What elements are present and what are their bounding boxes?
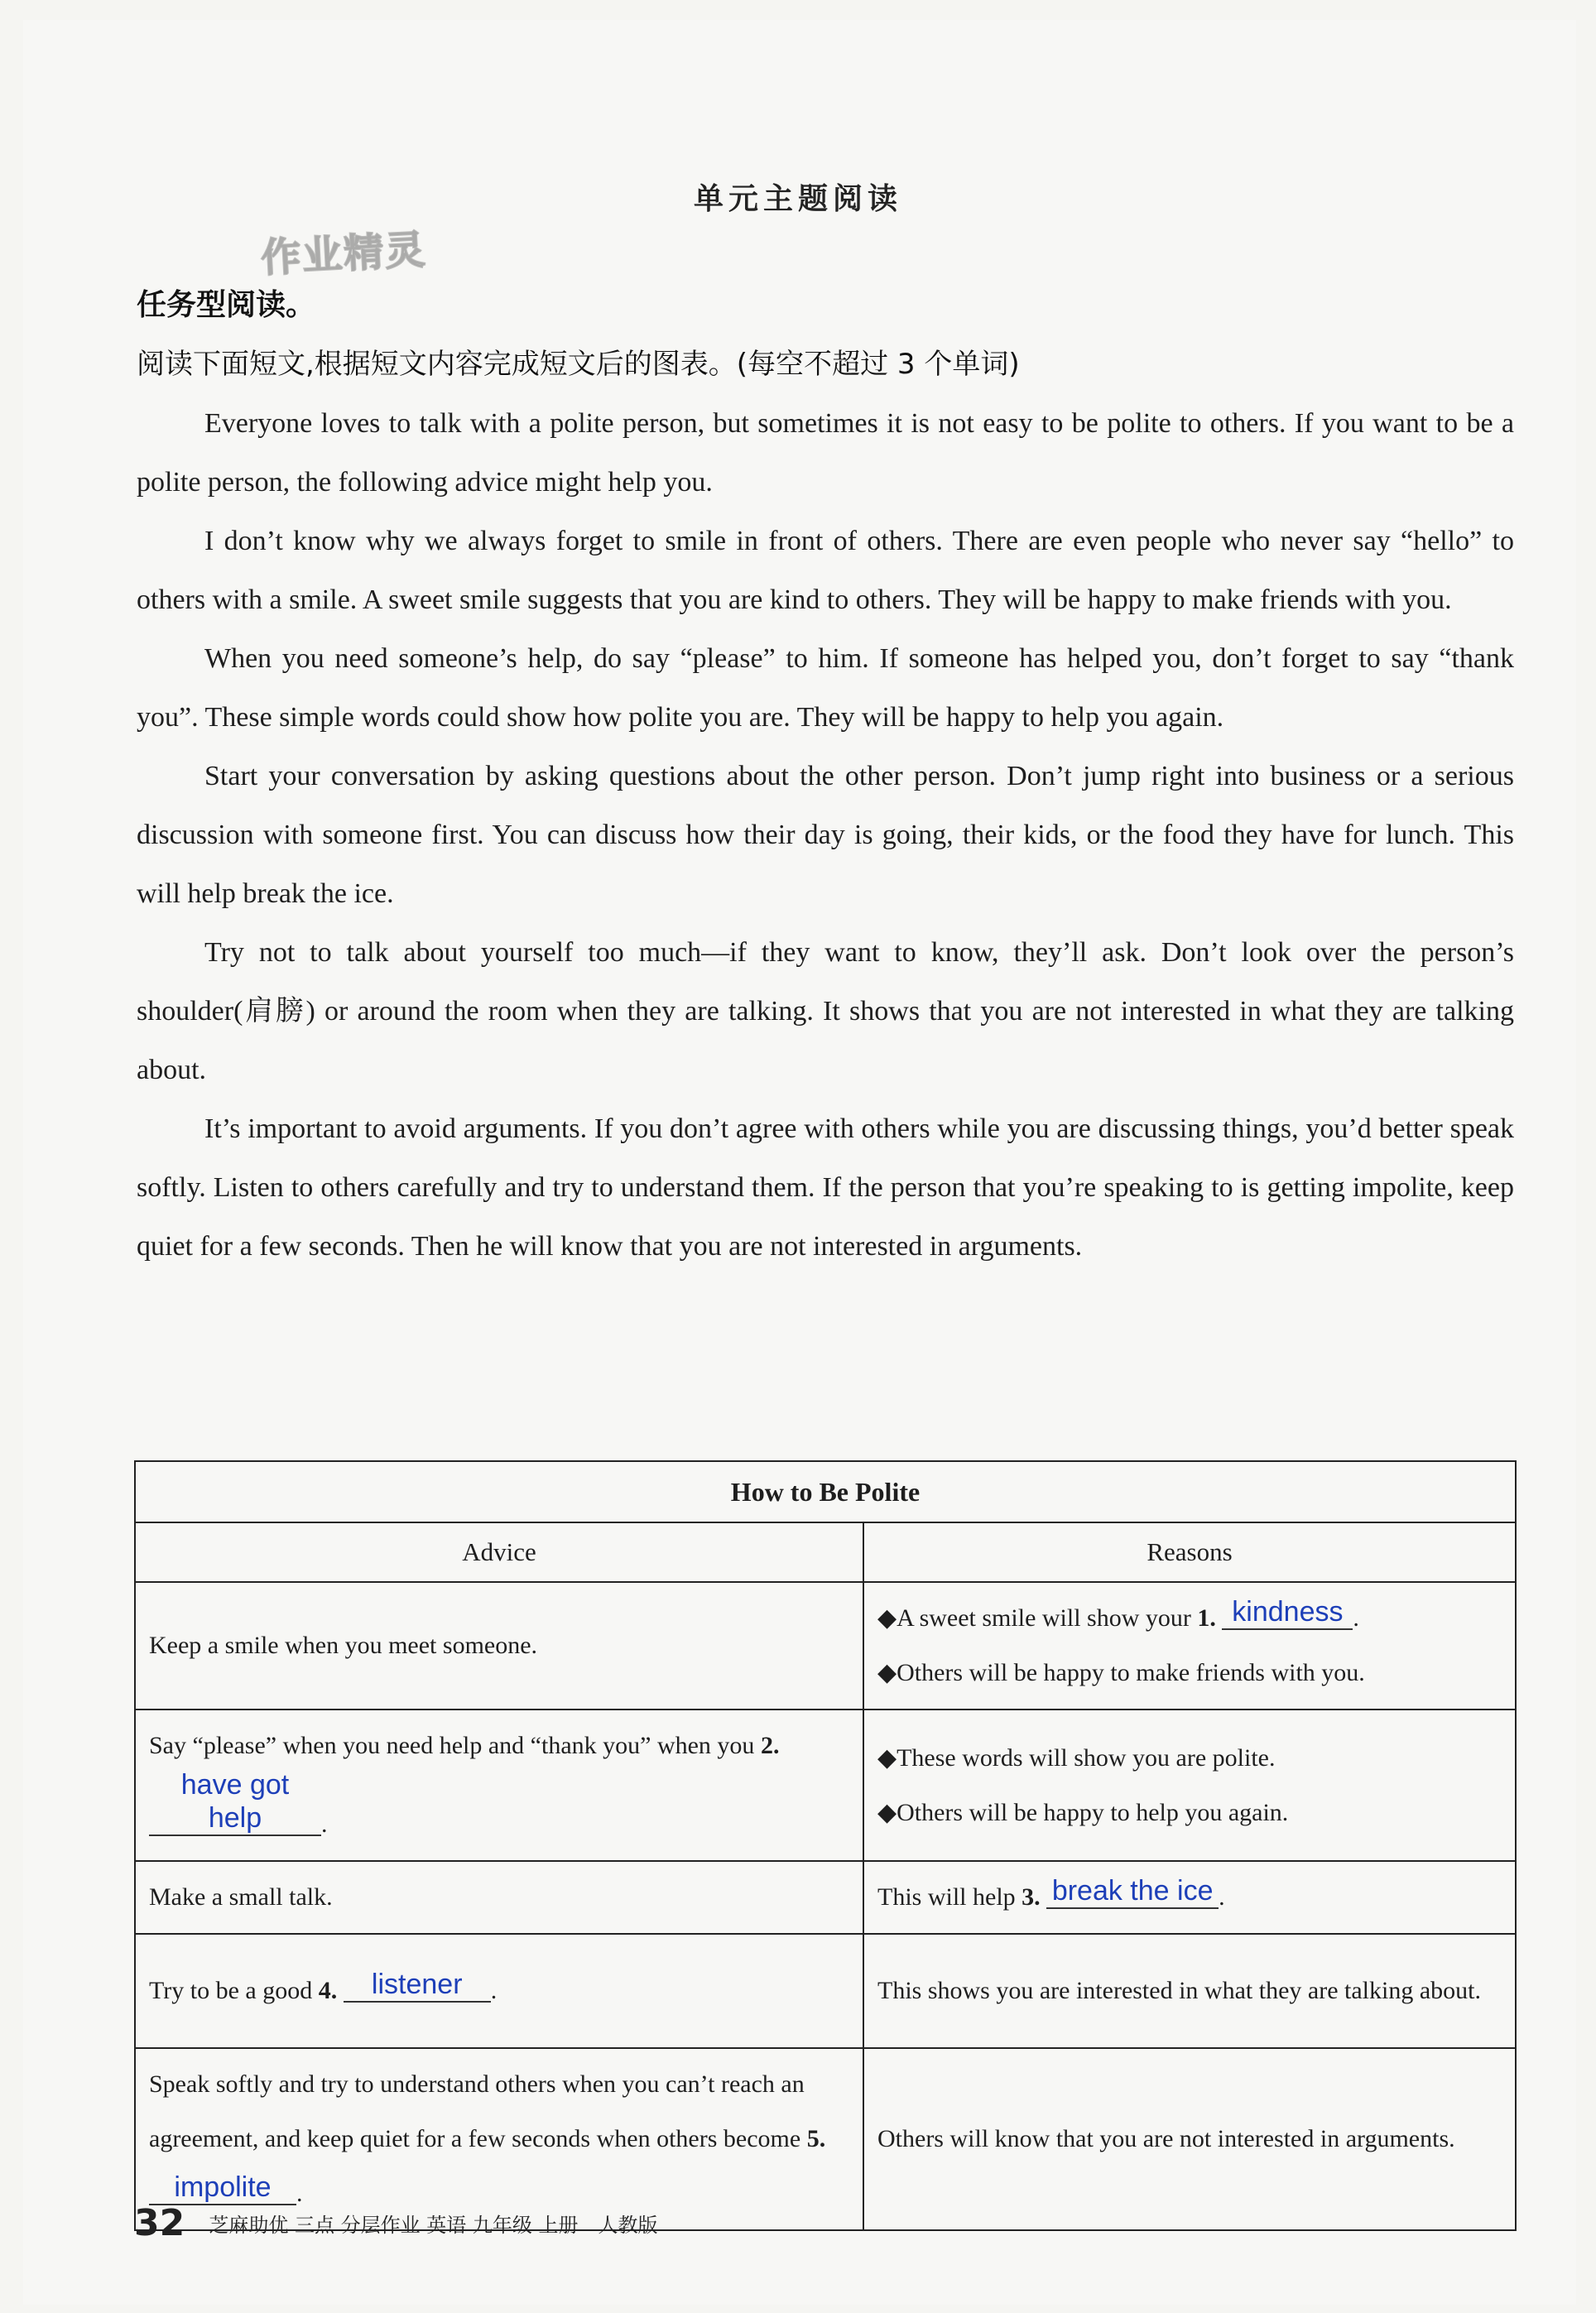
- paragraph-5: Try not to talk about yourself too much—if they want to know, they’ll ask. Don’t look over the person’s shoulder(肩膀) or around the room when they are talking. It shows that you are not interested in what they are talking about.: [137, 937, 1514, 1085]
- reason-cell-1: [863, 1582, 1516, 1710]
- answer-blank-2[interactable]: have got help: [149, 1768, 321, 1836]
- blank-number: 5.: [806, 2125, 826, 2152]
- page-number: 32: [134, 2202, 185, 2244]
- blank-number: 1.: [1197, 1604, 1216, 1632]
- answer-blank-4[interactable]: listener: [344, 1968, 491, 2003]
- reason-line: ◆A sweet smile will show your 1. kindness .: [877, 1596, 1359, 1632]
- book-title: 芝麻助优 三点 分层作业 英语 九年级 上册 人教版: [209, 2214, 658, 2237]
- page-title: 单元主题阅读: [693, 182, 902, 216]
- table-row: [135, 1710, 1516, 1861]
- reading-passage: [137, 394, 1514, 1276]
- table-caption: How to Be Polite: [135, 1461, 1516, 1522]
- column-header-reasons: Reasons: [863, 1522, 1516, 1582]
- blank-number: 4.: [318, 1977, 338, 2004]
- reason-cell-2: [863, 1710, 1516, 1861]
- reason-cell-4: This shows you are interested in what they are talking about.: [863, 1934, 1516, 2048]
- reason-cell-5: Others will know that you are not interested in arguments.: [863, 2048, 1516, 2230]
- advice-cell-4: Try to be a good 4. listener .: [135, 1934, 863, 2048]
- answer-blank-3[interactable]: break the ice: [1046, 1874, 1219, 1909]
- paragraph-1: Everyone loves to talk with a polite person, but sometimes it is not easy to be polite to others. If you want to be a polite person, the following advice might help you.: [137, 408, 1514, 498]
- advice-cell-1: Keep a smile when you meet someone.: [135, 1582, 863, 1710]
- blank-number: 3.: [1022, 1883, 1041, 1911]
- reason-line: ◆These words will show you are polite.: [877, 1743, 1276, 1772]
- answer-blank-1[interactable]: kindness: [1222, 1595, 1353, 1630]
- paragraph-6: It’s important to avoid arguments. If you don’t agree with others while you are discussing things, you’d better speak softly. Listen to others carefully and try to understand them. If the person that you’re speaking to is getting impolite, keep quiet for a few seconds. Then he will know that you are not interested in arguments.: [137, 1113, 1514, 1262]
- watermark-logo: 作业精灵: [259, 226, 428, 282]
- reason-line: ◆Others will be happy to make friends with you.: [877, 1659, 1365, 1686]
- paragraph-3: When you need someone’s help, do say “please” to him. If someone has helped you, don’t forget to say “thank you”. These simple words could show how polite you are. They will be happy to help you again.: [137, 643, 1514, 733]
- table-row: [135, 1861, 1516, 1934]
- polite-table: [134, 1460, 1517, 2231]
- reason-line: ◆Others will be happy to help you again.: [877, 1798, 1289, 1826]
- page-footer: [134, 2202, 657, 2244]
- instructions: 阅读下面短文,根据短文内容完成短文后的图表。(每空不超过 3 个单词): [137, 348, 1020, 381]
- advice-cell-3: Make a small talk.: [135, 1861, 863, 1934]
- advice-cell-5: Speak softly and try to understand others when you can’t reach an agreement, and keep quiet for a few seconds when others become 5. impolite .: [135, 2048, 863, 2230]
- column-header-advice: Advice: [135, 1522, 863, 1582]
- blank-number: 2.: [760, 1732, 780, 1759]
- table-row: [135, 1934, 1516, 2048]
- answer-blank-5[interactable]: impolite: [149, 2171, 296, 2205]
- reason-cell-3: This will help 3. break the ice .: [863, 1861, 1516, 1934]
- paragraph-4: Start your conversation by asking questions about the other person. Don’t jump right into business or a serious discussion with someone first. You can discuss how their day is going, their kids, or the food they have for lunch. This will help break the ice.: [137, 761, 1514, 909]
- advice-cell-2: Say “please” when you need help and “thank you” when you 2. have got help .: [135, 1710, 863, 1861]
- section-title: 任务型阅读。: [137, 288, 316, 322]
- table-row: [135, 1582, 1516, 1710]
- paragraph-2: I don’t know why we always forget to smile in front of others. There are even people who never say “hello” to others with a smile. A sweet smile suggests that you are kind to others. They will be happy to make friends with you.: [137, 526, 1514, 615]
